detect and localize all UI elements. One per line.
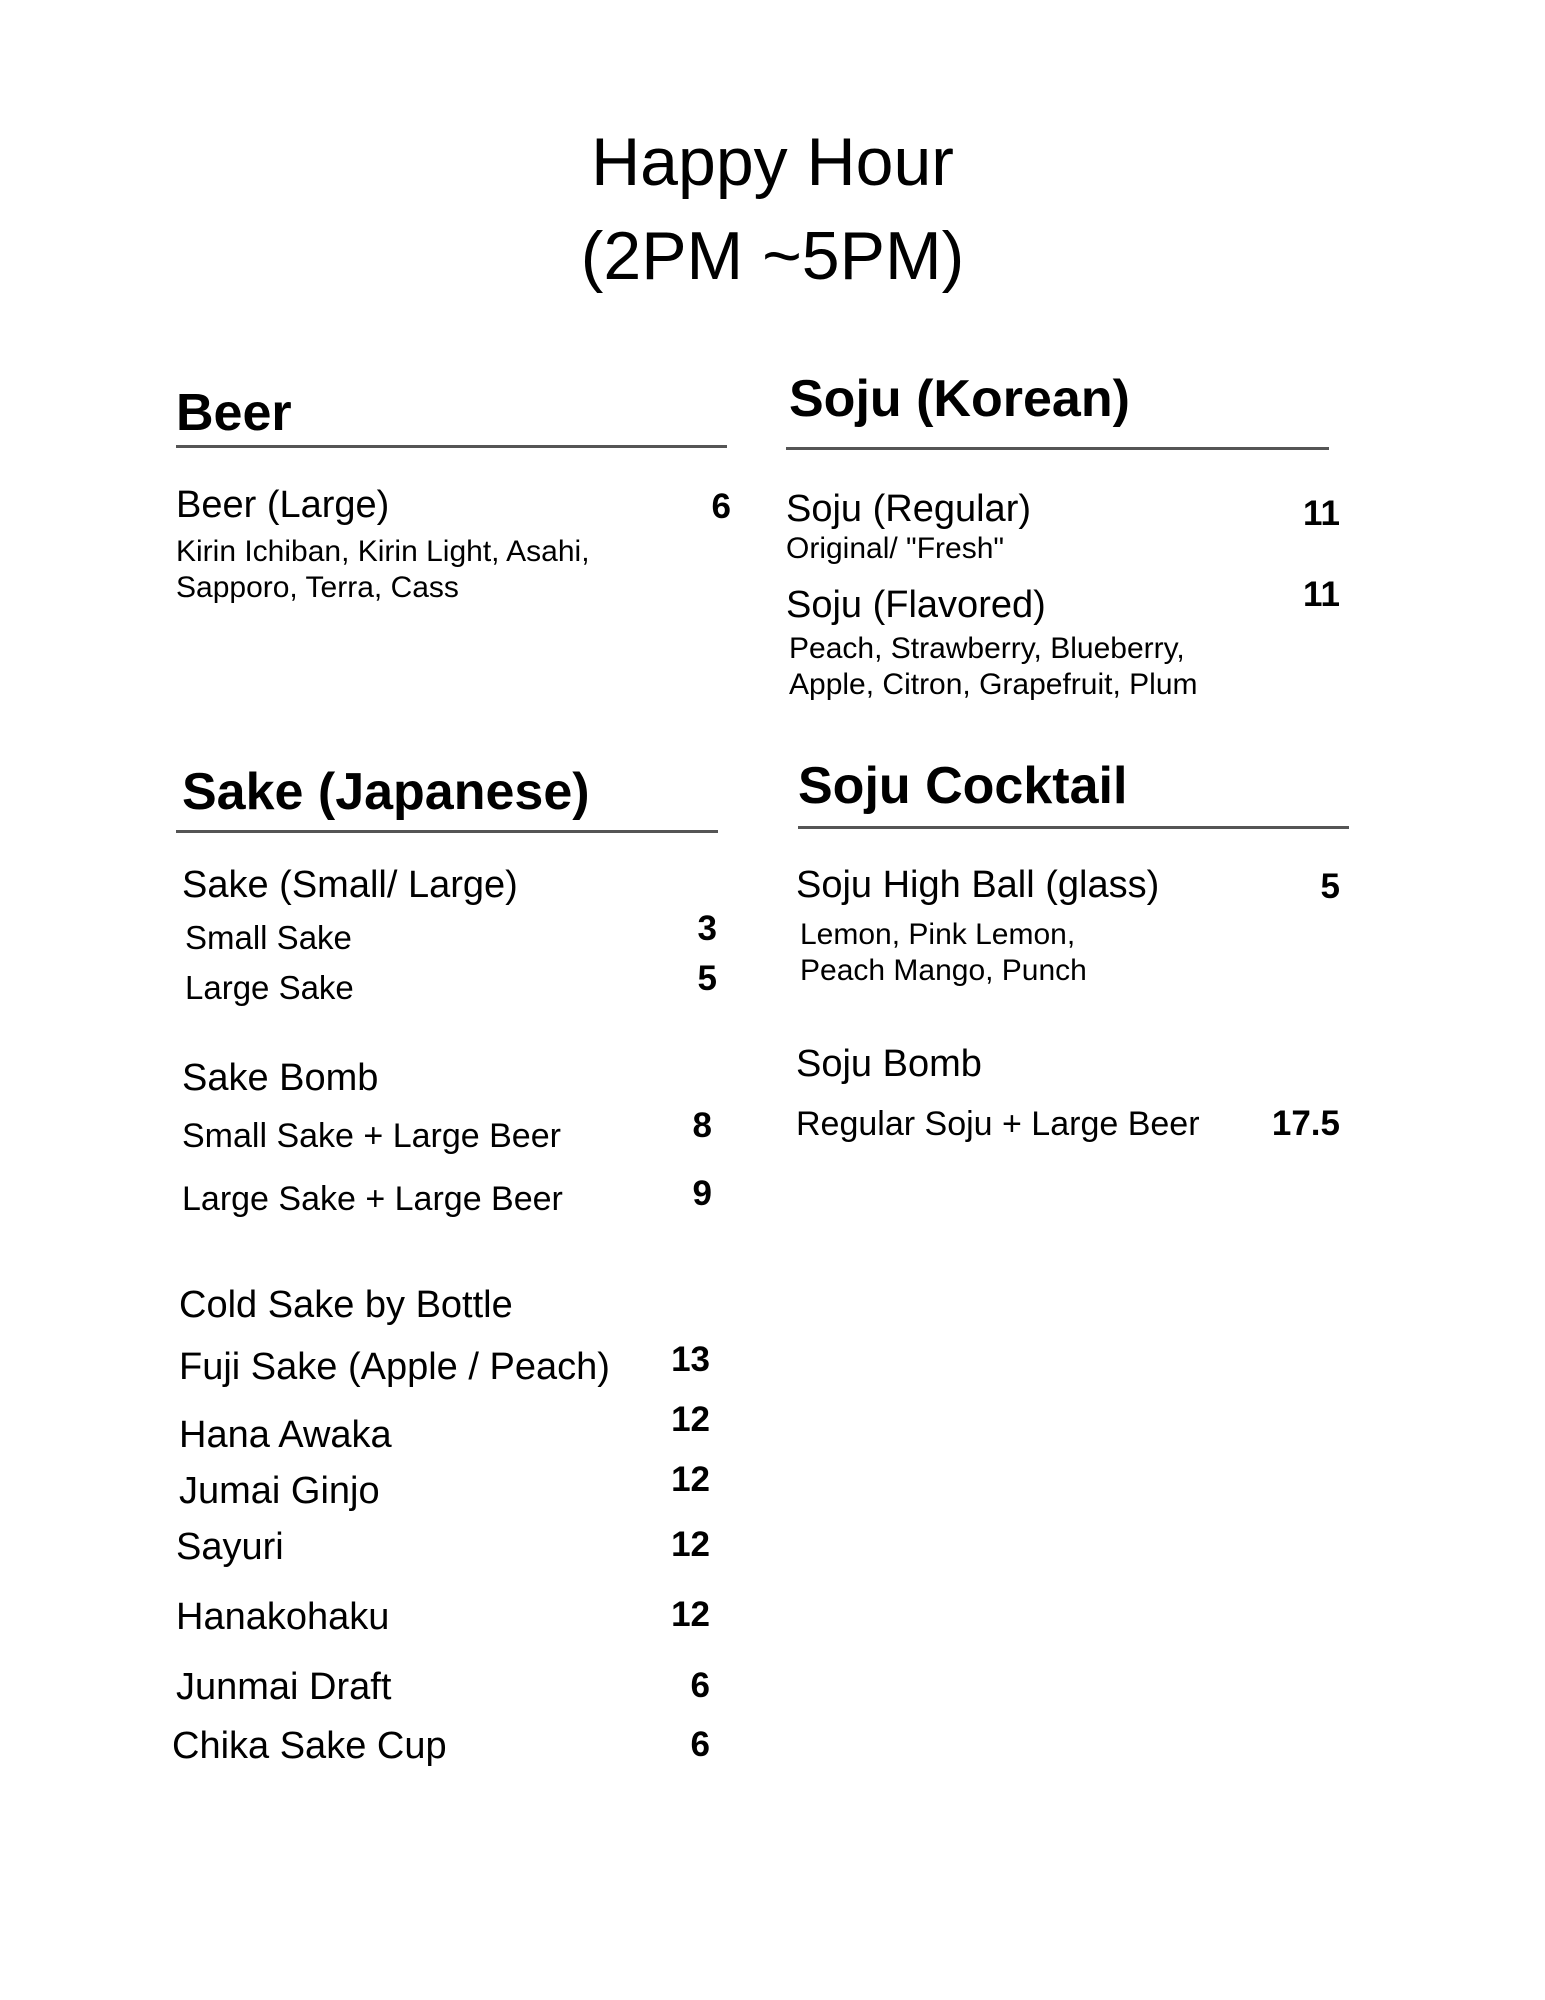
menu-item-name: Small Sake + Large Beer: [182, 1117, 561, 1155]
menu-item-description: Kirin Ichiban, Kirin Light, Asahi,: [176, 535, 590, 568]
menu-item-price: 13: [671, 1340, 710, 1379]
section-divider-sake-japanese: [176, 830, 718, 833]
menu-item-name: Soju (Flavored): [786, 584, 1046, 626]
subsection-heading-sake-bomb: Sake Bomb: [182, 1057, 379, 1099]
menu-item-name: Soju (Regular): [786, 488, 1031, 530]
menu-item-price: 6: [690, 1666, 710, 1705]
section-title-soju-cocktail: Soju Cocktail: [798, 757, 1128, 815]
menu-item-description: Apple, Citron, Grapefruit, Plum: [789, 668, 1198, 701]
menu-item-description: Peach, Strawberry, Blueberry,: [789, 632, 1185, 665]
subsection-heading-sake-sizes: Sake (Small/ Large): [182, 864, 518, 906]
section-divider-soju-korean: [786, 447, 1329, 450]
menu-item-name: Hana Awaka: [179, 1414, 392, 1456]
page-title: Happy Hour: [591, 124, 954, 200]
menu-item-price: 17.5: [1271, 1104, 1340, 1143]
menu-item-price: 12: [671, 1525, 710, 1564]
section-divider-beer: [176, 445, 727, 448]
menu-item-price: 3: [697, 909, 717, 948]
section-divider-soju-cocktail: [798, 826, 1349, 829]
subsection-heading-cold-sake: Cold Sake by Bottle: [179, 1284, 513, 1326]
menu-item-description: Peach Mango, Punch: [800, 954, 1087, 987]
menu-item-description: Lemon, Pink Lemon,: [800, 918, 1076, 951]
menu-item-name: Soju High Ball (glass): [796, 864, 1160, 906]
menu-item-name: Sayuri: [176, 1526, 284, 1568]
menu-item-name: Fuji Sake (Apple / Peach): [179, 1346, 610, 1388]
menu-item-name: Junmai Draft: [176, 1666, 392, 1708]
menu-item-name: Small Sake: [185, 919, 352, 956]
menu-item-price: 9: [692, 1174, 712, 1213]
menu-item-price: 12: [671, 1400, 710, 1439]
menu-item-price: 11: [1303, 575, 1340, 614]
menu-item-name: Jumai Ginjo: [179, 1470, 380, 1512]
menu-item-price: 12: [671, 1595, 710, 1634]
menu-item-name: Beer (Large): [176, 484, 390, 526]
section-title-soju-korean: Soju (Korean): [789, 370, 1130, 428]
section-title-beer: Beer: [176, 384, 292, 442]
menu-item-name: Chika Sake Cup: [172, 1725, 447, 1767]
menu-item-price: 11: [1303, 494, 1340, 533]
menu-item-price: 6: [690, 1725, 710, 1764]
menu-item-name: Regular Soju + Large Beer: [796, 1105, 1200, 1143]
menu-item-name: Large Sake: [185, 969, 354, 1006]
menu-item-price: 8: [692, 1106, 712, 1145]
menu-item-price: 5: [697, 959, 717, 998]
section-title-sake-japanese: Sake (Japanese): [182, 763, 590, 821]
menu-item-price: 12: [671, 1460, 710, 1499]
menu-item-name: Large Sake + Large Beer: [182, 1180, 563, 1218]
menu-item-name: Hanakohaku: [176, 1596, 390, 1638]
menu-item-description: Sapporo, Terra, Cass: [176, 571, 459, 604]
menu-item-price: 6: [711, 487, 731, 526]
subsection-heading-soju-bomb: Soju Bomb: [796, 1043, 982, 1085]
menu-item-price: 5: [1320, 867, 1340, 906]
menu-item-description: Original/ "Fresh": [786, 532, 1005, 565]
page-subtitle-hours: (2PM ~5PM): [580, 218, 965, 294]
